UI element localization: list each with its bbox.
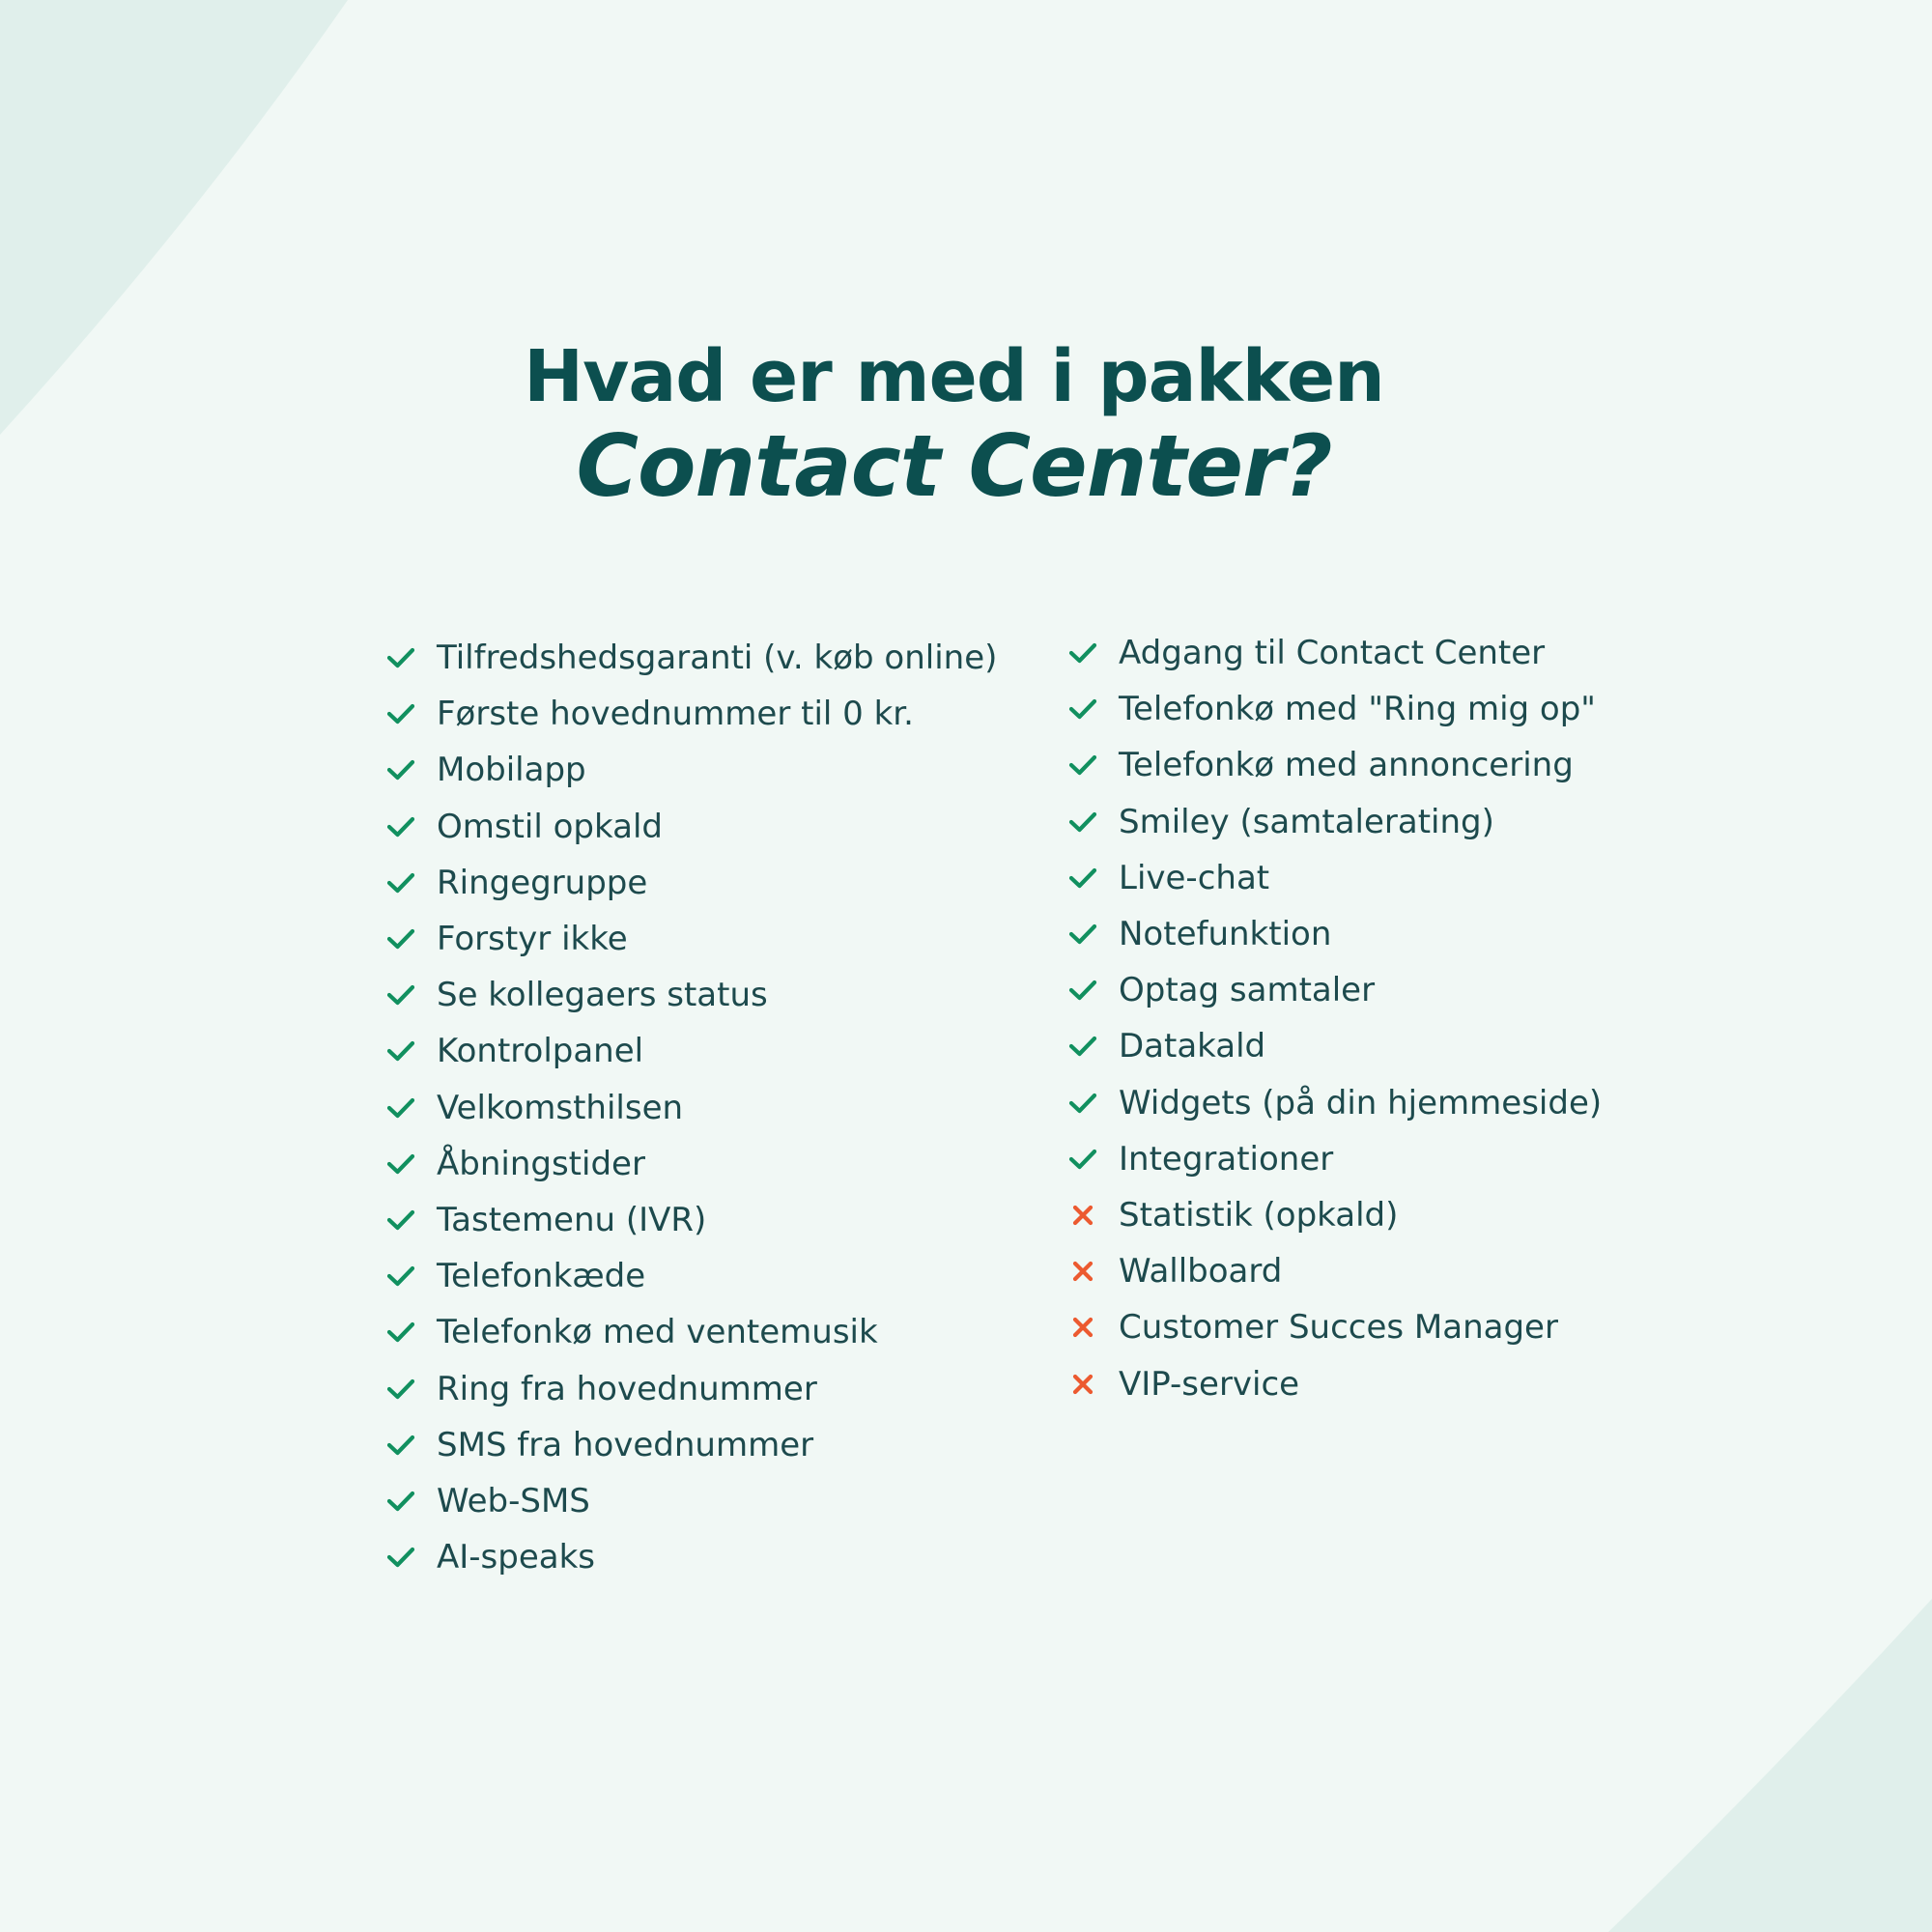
feature-label: Widgets (på din hjemmeside) (1119, 1083, 1603, 1122)
check-icon (386, 1206, 437, 1235)
feature-label: Integrationer (1119, 1139, 1334, 1179)
feature-item (1068, 1299, 1602, 1355)
feature-list-left (386, 630, 997, 1585)
page-heading (0, 333, 1908, 516)
check-icon (386, 868, 437, 897)
feature-item (386, 1473, 997, 1529)
feature-item (386, 1529, 997, 1585)
feature-label: Ringegruppe (437, 863, 648, 902)
check-icon (386, 1094, 437, 1122)
check-icon (386, 1375, 437, 1404)
feature-label: Statistik (opkald) (1119, 1195, 1399, 1235)
check-icon (1068, 695, 1119, 724)
feature-label: Web-SMS (437, 1481, 590, 1520)
feature-label: Adgang til Contact Center (1119, 634, 1546, 673)
feature-label: Telefonkæde (437, 1257, 646, 1296)
feature-item (1068, 1187, 1602, 1243)
check-icon (1068, 808, 1119, 837)
cross-icon (1068, 1257, 1119, 1286)
feature-label: Forstyr ikke (437, 920, 628, 959)
check-icon (386, 643, 437, 672)
feature-item (1068, 1355, 1602, 1411)
feature-label: Telefonkø med annoncering (1119, 746, 1574, 785)
cross-icon (1068, 1370, 1119, 1399)
feature-label: Ring fra hovednummer (437, 1369, 817, 1408)
check-icon (386, 1487, 437, 1516)
feature-item (386, 1417, 997, 1473)
feature-label: Første hovednummer til 0 kr. (437, 695, 914, 734)
feature-item (1068, 962, 1602, 1018)
feature-label: Telefonkø med "Ring mig op" (1119, 690, 1596, 729)
feature-label: Datakald (1119, 1027, 1266, 1066)
feature-item (386, 1192, 997, 1248)
feature-label: Wallboard (1119, 1252, 1283, 1292)
heading-title: Hvad er med i pakken (524, 335, 1384, 418)
feature-item (1068, 1243, 1602, 1299)
heading-product-name: Contact Center? (576, 416, 1332, 516)
feature-item (386, 799, 997, 855)
feature-label: VIP-service (1119, 1364, 1300, 1404)
feature-item (1068, 625, 1602, 681)
check-icon (1068, 639, 1119, 668)
check-icon (1068, 864, 1119, 893)
check-icon (1068, 751, 1119, 780)
check-icon (1068, 1032, 1119, 1061)
check-icon (386, 1262, 437, 1291)
check-icon (386, 755, 437, 784)
feature-list-right (1068, 625, 1602, 1412)
bottom-right-corner-shape (1608, 1599, 1932, 1932)
feature-item (386, 1136, 997, 1192)
feature-item (1068, 737, 1602, 793)
feature-label: Smiley (samtalerating) (1119, 802, 1494, 841)
cross-icon (1068, 1201, 1119, 1230)
feature-label: Omstil opkald (437, 807, 663, 846)
feature-item (386, 1304, 997, 1360)
feature-item (1068, 794, 1602, 850)
feature-item (1068, 850, 1602, 906)
feature-label: Telefonkø med ventemusik (437, 1313, 878, 1352)
check-icon (386, 924, 437, 953)
feature-label: Mobilapp (437, 751, 586, 790)
feature-label: SMS fra hovednummer (437, 1425, 814, 1464)
feature-label: Åbningstider (437, 1144, 645, 1183)
feature-label: Optag samtaler (1119, 971, 1376, 1010)
feature-item (386, 855, 997, 911)
feature-item (386, 911, 997, 967)
feature-label: Customer Succes Manager (1119, 1308, 1558, 1348)
feature-label: Se kollegaers status (437, 976, 768, 1015)
check-icon (1068, 1145, 1119, 1174)
check-icon (386, 812, 437, 841)
feature-item (386, 1023, 997, 1079)
check-icon (386, 1543, 437, 1572)
feature-item (1068, 1131, 1602, 1187)
check-icon (1068, 1089, 1119, 1118)
feature-item (386, 686, 997, 742)
cross-icon (1068, 1313, 1119, 1342)
feature-item (1068, 681, 1602, 737)
check-icon (386, 1150, 437, 1179)
feature-item (1068, 906, 1602, 962)
feature-item (386, 1248, 997, 1304)
feature-item (386, 630, 997, 686)
feature-item (386, 1080, 997, 1136)
check-icon (1068, 976, 1119, 1005)
feature-item (386, 967, 997, 1023)
feature-item (1068, 1018, 1602, 1074)
check-icon (386, 1318, 437, 1347)
feature-label: Notefunktion (1119, 915, 1332, 954)
feature-item (386, 742, 997, 798)
check-icon (386, 1431, 437, 1460)
check-icon (386, 980, 437, 1009)
feature-item (386, 1360, 997, 1416)
feature-item (1068, 1075, 1602, 1131)
check-icon (1068, 920, 1119, 949)
check-icon (386, 699, 437, 728)
feature-label: AI-speaks (437, 1538, 596, 1577)
check-icon (386, 1037, 437, 1065)
feature-label: Tastemenu (IVR) (437, 1200, 707, 1239)
feature-label: Tilfredshedsgaranti (v. køb online) (437, 639, 998, 678)
feature-label: Live-chat (1119, 858, 1270, 897)
feature-label: Kontrolpanel (437, 1032, 644, 1071)
feature-label: Velkomsthilsen (437, 1088, 684, 1127)
